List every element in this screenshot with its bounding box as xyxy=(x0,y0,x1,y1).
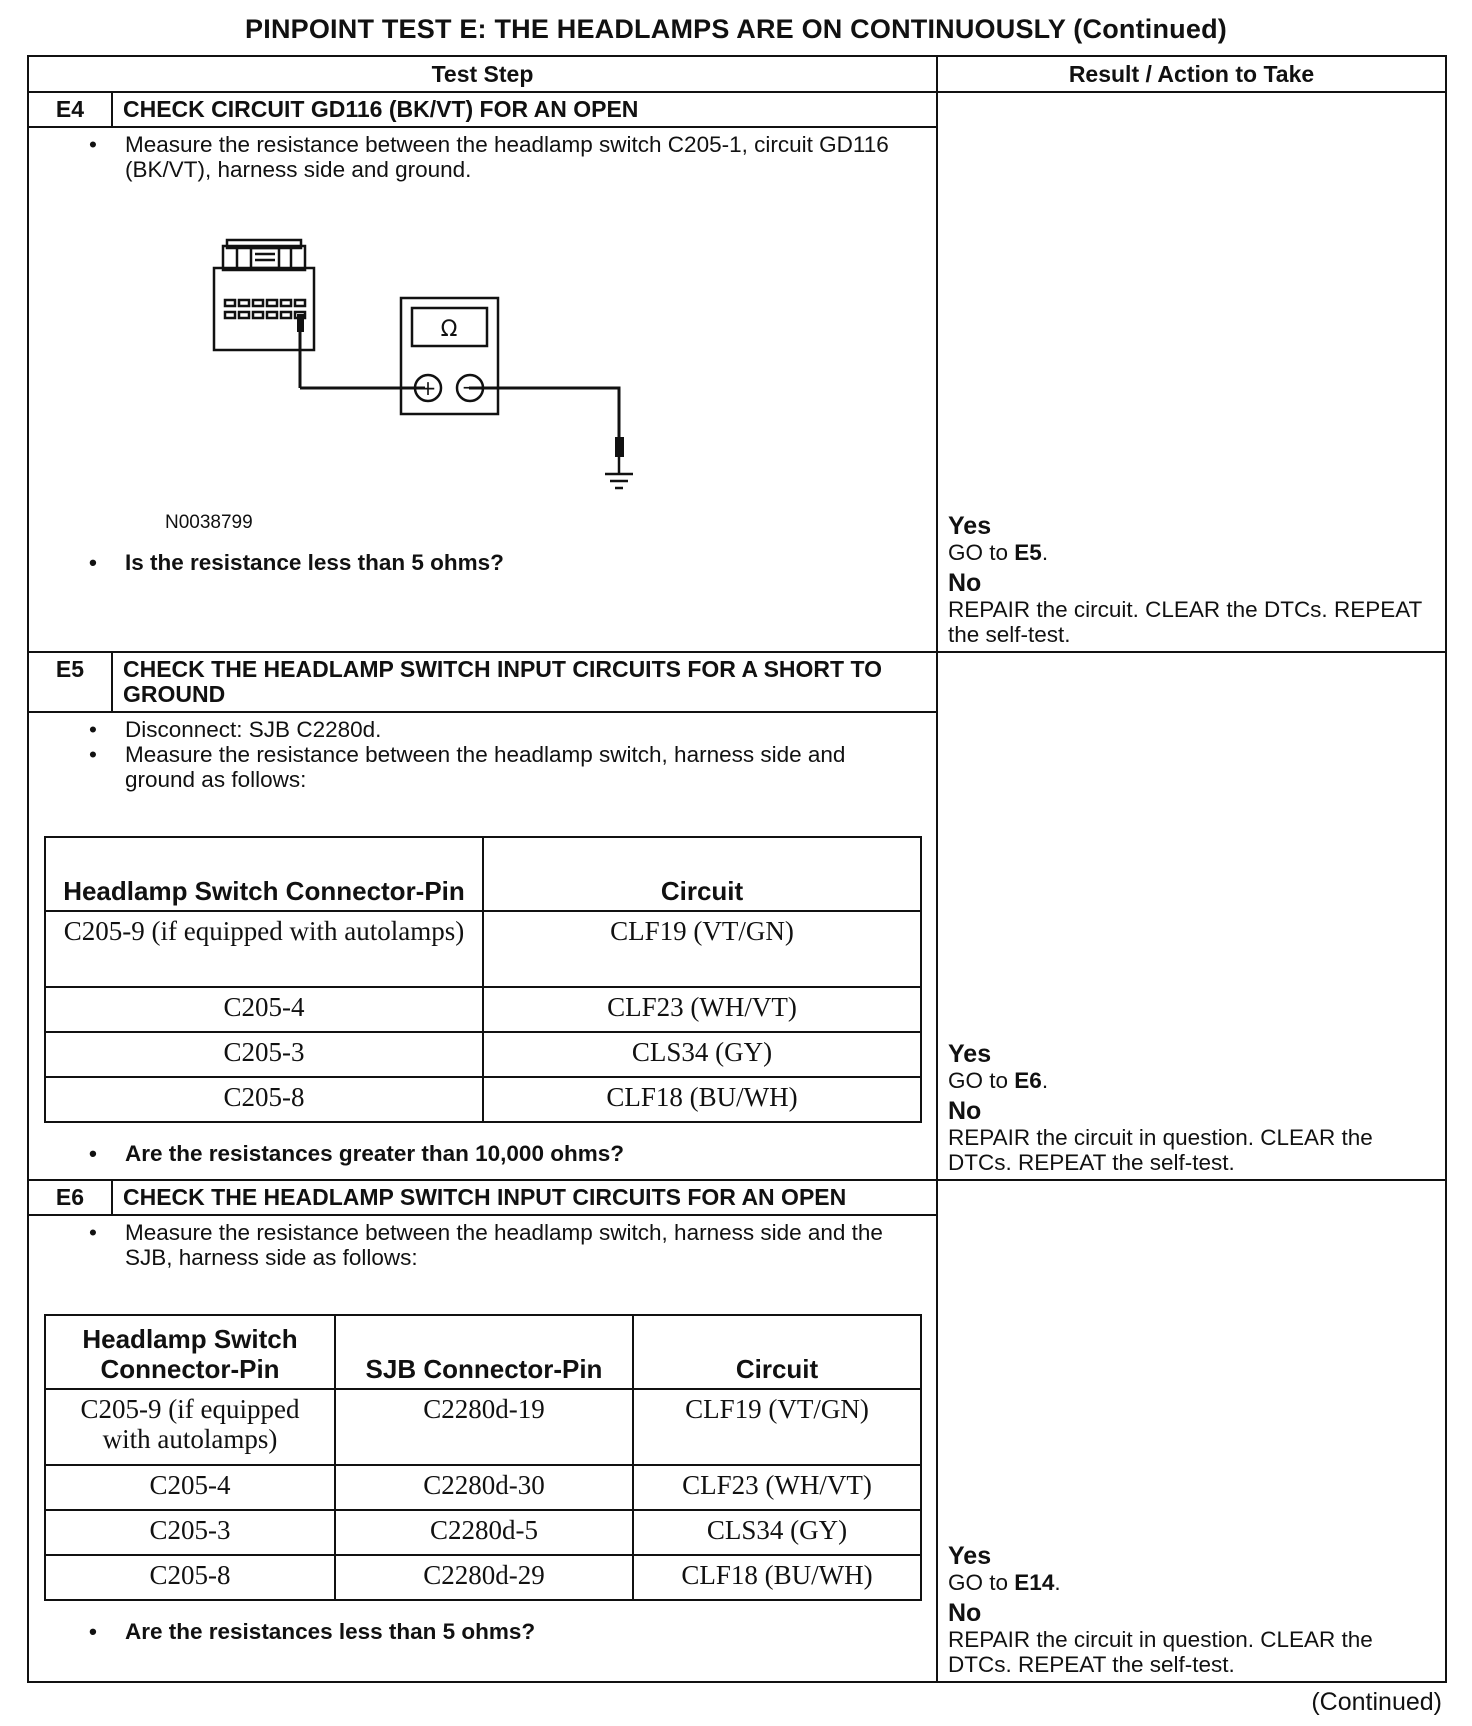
svg-text:−: − xyxy=(461,375,479,399)
ohm-symbol: Ω xyxy=(440,317,458,342)
result-header: Result / Action to Take xyxy=(937,56,1446,92)
table-cell: CLF18 (BU/WH) xyxy=(633,1555,921,1600)
table-cell: CLF23 (WH/VT) xyxy=(633,1465,921,1510)
step-row-e5 xyxy=(28,652,1446,1180)
result-cell-e5: Yes GO to E6. No REPAIR the circuit in question. CLEAR the DTCs. REPEAT the self-test. xyxy=(937,652,1446,1180)
table-cell: CLF18 (BU/WH) xyxy=(483,1077,921,1122)
table-row xyxy=(45,1555,921,1600)
result-cell-e4: Yes GO to E5. No REPAIR the circuit. CLEAR the DTCs. REPEAT the self-test. xyxy=(937,92,1446,652)
continued-note: (Continued) xyxy=(1311,1688,1442,1716)
table-cell: C2280d-29 xyxy=(335,1555,633,1600)
probe-icon xyxy=(297,314,624,457)
result-cell-e6: Yes GO to E14. No REPAIR the circuit in question. CLEAR the DTCs. REPEAT the self-test. xyxy=(937,1180,1446,1682)
yes-target: E6 xyxy=(1014,1068,1042,1093)
no-label: No xyxy=(948,569,982,597)
yes-label: Yes xyxy=(948,1542,992,1570)
yes-label: Yes xyxy=(948,1040,992,1068)
table-cell: C205-4 xyxy=(45,1465,335,1510)
step-id: E6 xyxy=(29,1181,113,1214)
svg-text:+: + xyxy=(419,376,437,400)
instruction-bullet: • Disconnect: SJB C2280d. xyxy=(125,717,916,742)
no-action: REPAIR the circuit in question. CLEAR the DTCs. REPEAT the self-test. xyxy=(948,1125,1373,1175)
step-cell-e5 xyxy=(28,652,937,1180)
table-cell: CLS34 (GY) xyxy=(633,1510,921,1555)
step-id: E4 xyxy=(29,93,113,126)
table-cell: C205-9 (if equipped with autolamps) xyxy=(45,911,483,987)
yes-label: Yes xyxy=(948,512,992,540)
table-cell: C2280d-30 xyxy=(335,1465,633,1510)
step-id: E5 xyxy=(29,653,113,711)
instruction-bullet: • Measure the resistance between the headlamp switch, harness side and ground as follows: xyxy=(125,742,916,792)
ohmmeter-icon xyxy=(401,298,498,414)
table-cell: CLF19 (VT/GN) xyxy=(633,1389,921,1465)
table-row xyxy=(45,987,921,1032)
step-row-e6 xyxy=(28,1180,1446,1682)
question-bullet: • Are the resistances less than 5 ohms? xyxy=(125,1619,916,1644)
table-row xyxy=(45,911,921,987)
table-cell: C205-3 xyxy=(45,1510,335,1555)
table-cell: C205-8 xyxy=(45,1077,483,1122)
table-row xyxy=(45,1389,921,1465)
instruction-bullet: • Measure the resistance between the headlamp switch C205-1, circuit GD116 (BK/VT), harness side and ground. xyxy=(125,132,916,182)
table-cell: C205-4 xyxy=(45,987,483,1032)
table-cell: CLF23 (WH/VT) xyxy=(483,987,921,1032)
question-bullet: • Are the resistances greater than 10,000 ohms? xyxy=(125,1141,916,1166)
step-title: CHECK THE HEADLAMP SWITCH INPUT CIRCUITS FOR AN OPEN xyxy=(123,1184,847,1210)
table-cell: C2280d-19 xyxy=(335,1389,633,1465)
resistance-measurement-diagram xyxy=(29,182,936,550)
no-action: REPAIR the circuit in question. CLEAR the DTCs. REPEAT the self-test. xyxy=(948,1627,1373,1677)
step-title: CHECK THE HEADLAMP SWITCH INPUT CIRCUITS FOR A SHORT TO GROUND xyxy=(123,656,882,707)
column-header: Headlamp Switch Connector-Pin xyxy=(45,837,483,911)
column-header: Circuit xyxy=(633,1315,921,1389)
pinpoint-test-table xyxy=(27,55,1447,1683)
table-cell: C2280d-5 xyxy=(335,1510,633,1555)
table-row xyxy=(45,1510,921,1555)
pin-circuit-table xyxy=(44,836,922,1123)
table-cell: CLS34 (GY) xyxy=(483,1032,921,1077)
yes-target: E14 xyxy=(1014,1570,1055,1595)
instruction-bullet: • Measure the resistance between the headlamp switch, harness side and the SJB, harness side as follows: xyxy=(125,1220,916,1270)
column-header: Circuit xyxy=(483,837,921,911)
step-row-e4 xyxy=(28,92,1446,652)
figure-id: N0038799 xyxy=(165,512,253,533)
table-cell: C205-9 (if equipped with autolamps) xyxy=(45,1389,335,1465)
table-cell: C205-8 xyxy=(45,1555,335,1600)
yes-target: E5 xyxy=(1014,540,1042,565)
table-row xyxy=(45,1077,921,1122)
page-title: PINPOINT TEST E: THE HEADLAMPS ARE ON CONTINUOUSLY (Continued) xyxy=(245,14,1227,44)
ohmmeter-diagram xyxy=(29,182,938,550)
test-step-header: Test Step xyxy=(28,56,937,92)
table-cell: C205-3 xyxy=(45,1032,483,1077)
question-bullet: • Is the resistance less than 5 ohms? xyxy=(125,550,916,575)
yes-action: GO to xyxy=(948,540,1009,565)
table-row xyxy=(45,1465,921,1510)
no-label: No xyxy=(948,1097,982,1125)
yes-action: GO to xyxy=(948,1570,1009,1595)
ground-icon xyxy=(605,457,633,488)
column-header: Headlamp Switch Connector-Pin xyxy=(45,1315,335,1389)
pin-circuit-table xyxy=(44,1314,922,1601)
step-cell-e4 xyxy=(28,92,937,652)
table-row xyxy=(45,1032,921,1077)
yes-action: GO to xyxy=(948,1068,1009,1093)
no-label: No xyxy=(948,1599,982,1627)
step-title: CHECK CIRCUIT GD116 (BK/VT) FOR AN OPEN xyxy=(123,96,639,122)
column-header: SJB Connector-Pin xyxy=(335,1315,633,1389)
table-cell: CLF19 (VT/GN) xyxy=(483,911,921,987)
no-action: REPAIR the circuit. CLEAR the DTCs. REPEAT the self-test. xyxy=(948,597,1422,647)
step-cell-e6 xyxy=(28,1180,937,1682)
